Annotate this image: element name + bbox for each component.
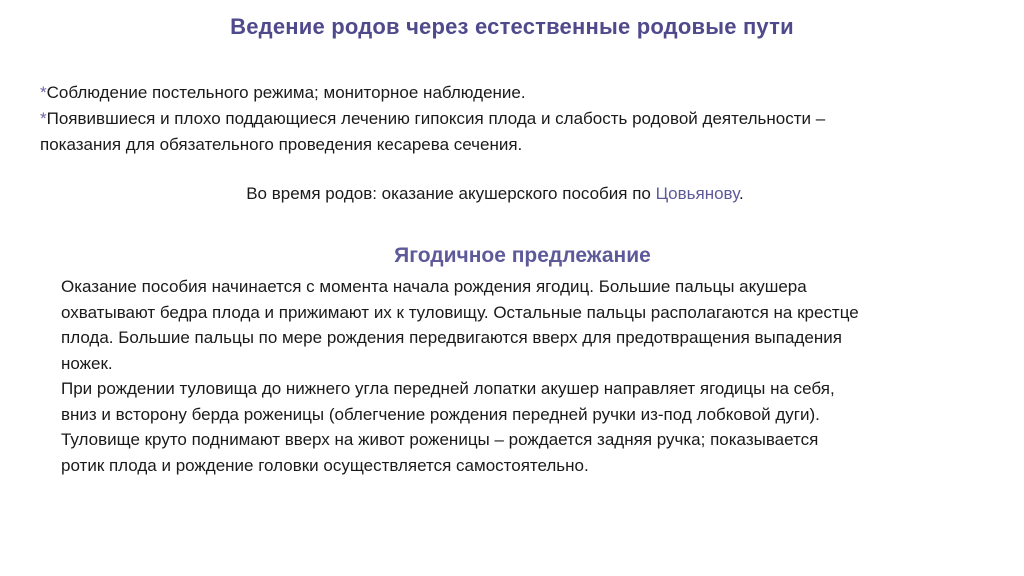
breech-paragraph — [61, 274, 991, 478]
bullet-marker: * — [40, 109, 47, 128]
bullet-item-hypoxia-continued: показания для обязательного проведения кесарева сечения. — [40, 135, 523, 154]
during-labor-note — [0, 184, 990, 204]
paragraph-line: вниз и всторону берда роженицы (облегчение рождения передней ручки из-под лобковой дуги). — [61, 404, 820, 424]
during-labor-text: Во время родов: оказание акушерского пособия по — [246, 184, 656, 203]
during-labor-end: . — [739, 184, 744, 203]
paragraph-line: При рождении туловища до нижнего угла передней лопатки акушер направляет ягодицы на себя, — [61, 379, 835, 398]
bullet-marker: * — [40, 83, 47, 102]
tsovyanov-name: Цовьянову — [655, 184, 740, 203]
paragraph-line: Оказание пособия начинается с момента начала рождения ягодиц. Большие пальцы акушера — [61, 277, 807, 296]
section-subtitle: Ягодичное предлежание — [394, 244, 651, 267]
bullet-item-bed-rest — [40, 80, 990, 106]
bullet-text: Появившиеся и плохо поддающиеся лечению гипоксия плода и слабость родовой деятельности – — [46, 109, 826, 128]
paragraph-line: плода. Большие пальцы по мере рождения передвигаются вверх для предотвращения выпадения — [61, 328, 842, 347]
bullet-text: Соблюдение постельного режима; мониторное наблюдение. — [46, 83, 526, 102]
paragraph-line: ротик плода и рождение головки осуществляется самостоятельно. — [61, 455, 589, 475]
slide-title: Ведение родов через естественные родовые пути — [230, 14, 794, 39]
paragraph-line: охватывают бедра плода и прижимают их к туловищу. Остальные пальцы располагаются на крестце — [61, 302, 859, 322]
bullet-list — [40, 80, 990, 158]
bullet-item-hypoxia — [40, 106, 990, 132]
paragraph-line: Туловище круто поднимают вверх на живот роженицы – рождается задняя ручка; показывается — [61, 430, 819, 449]
paragraph-line: ножек. — [61, 353, 113, 373]
